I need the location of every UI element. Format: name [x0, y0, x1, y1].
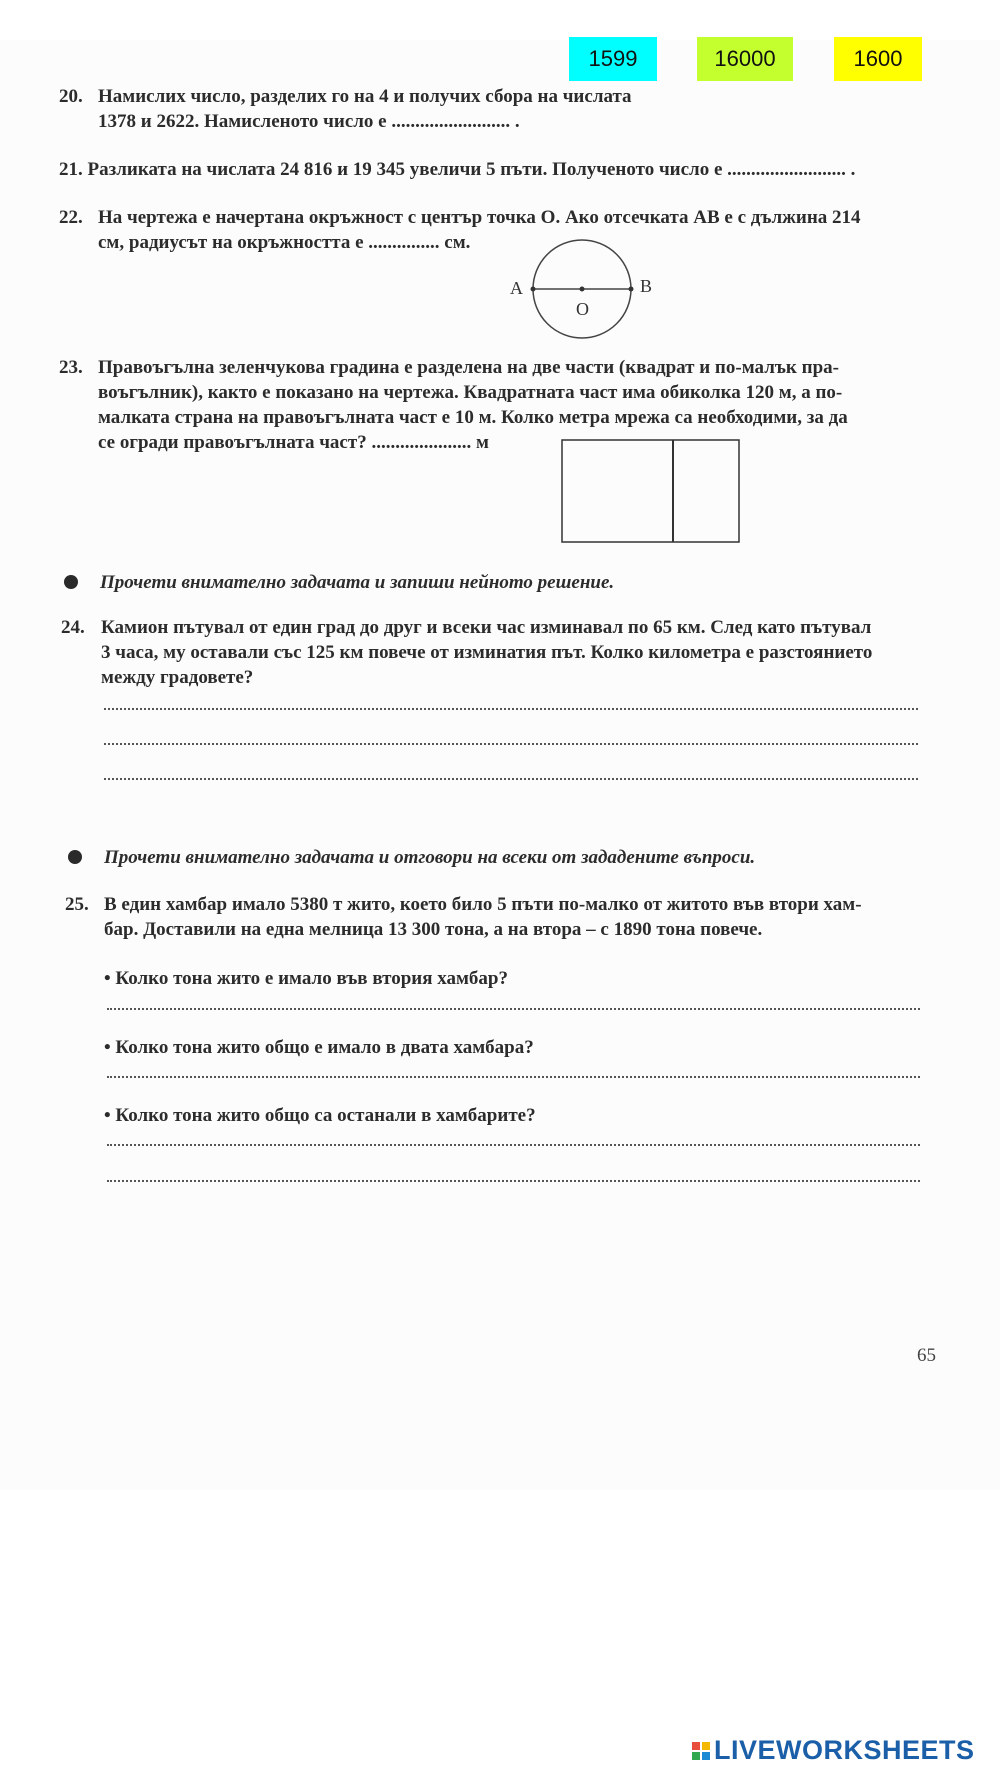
logo-cell [702, 1752, 710, 1760]
q22-line1: На чертежа е начертана окръжност с център точка O. Ако отсечката AB е с дължина 214 [98, 207, 861, 228]
answer-line[interactable] [104, 778, 918, 780]
label-o: O [576, 299, 589, 319]
point-a [531, 287, 536, 292]
answer-line[interactable] [104, 708, 918, 710]
q25-number: 25. [65, 894, 89, 915]
liveworksheets-logo [692, 1735, 975, 1766]
answer-box-1599[interactable]: 1599 [569, 37, 657, 81]
garden-diagram [560, 438, 750, 548]
q23-number: 23. [59, 357, 83, 378]
garden-outline [562, 440, 739, 542]
circle-diagram [500, 235, 670, 345]
q25-sub2: • Колко тона жито общо е имало в двата хамбара? [104, 1037, 534, 1058]
instruction-2: Прочети внимателно задачата и отговори на всеки от зададените въпроси. [104, 847, 756, 868]
logo-grid-icon [692, 1742, 710, 1760]
point-b [629, 287, 634, 292]
q25-line2: бар. Доставили на една мелница 13 300 тона, а на втора – с 1890 тона повече. [104, 919, 763, 940]
answer-box-1600[interactable]: 1600 [834, 37, 922, 81]
q24-line3: между градовете? [101, 667, 254, 688]
point-o [580, 287, 585, 292]
answer-line[interactable] [104, 743, 918, 745]
logo-cell [692, 1742, 700, 1750]
q24-line1: Камион пътувал от един град до друг и всеки час изминавал по 65 км. След като пътувал [101, 617, 872, 638]
label-a: A [510, 278, 523, 298]
q23-line3: малката страна на правоъгълната част е 10 м. Колко метра мрежа са необходими, за да [98, 407, 848, 428]
q25-line1: В един хамбар имало 5380 т жито, което било 5 пъти по-малко от житото във втори хам- [104, 894, 862, 915]
q24-line2: 3 часа, му оставали със 125 км повече от изминатия път. Колко километра е разстоянието [101, 642, 873, 663]
instruction-1: Прочети внимателно задачата и запиши нейното решение. [100, 572, 615, 593]
q20-line2: 1378 и 2622. Намисленото число е ......................... . [98, 111, 520, 132]
bullet-icon [68, 850, 82, 864]
q22-number: 22. [59, 207, 83, 228]
label-b: B [640, 276, 653, 296]
logo-cell [702, 1742, 710, 1750]
q24-number: 24. [61, 617, 85, 638]
answer-line[interactable] [107, 1008, 920, 1010]
page-number: 65 [917, 1345, 936, 1366]
bullet-icon [64, 575, 78, 589]
answer-line[interactable] [107, 1180, 920, 1182]
logo-cell [692, 1752, 700, 1760]
answer-box-16000[interactable]: 16000 [697, 37, 793, 81]
q20-line1: Намислих число, разделих го на 4 и получих сбора на числата [98, 86, 632, 107]
q23-line2: воъгълник), както е показано на чертежа. Квадратната част има обиколка 120 м, а по- [98, 382, 843, 403]
answer-line[interactable] [107, 1076, 920, 1078]
q25-sub3: • Колко тона жито общо са останали в хамбарите? [104, 1105, 536, 1126]
q25-sub1: • Колко тона жито е имало във втория хамбар? [104, 968, 508, 989]
q20-number: 20. [59, 86, 83, 107]
brand-name: LIVEWORKSHEETS [714, 1735, 975, 1765]
answer-line[interactable] [107, 1144, 920, 1146]
q22-line2: см, радиусът на окръжността е ............... см. [98, 232, 471, 253]
q23-line4: се огради правоъгълната част? ..................... м [98, 432, 489, 453]
q23-line1: Правоъгълна зеленчукова градина е разделена на две части (квадрат и по-малък пра- [98, 357, 839, 378]
q21-text: 21. Разликата на числата 24 816 и 19 345 увеличи 5 пъти. Полученото число е ......................... . [59, 159, 856, 180]
